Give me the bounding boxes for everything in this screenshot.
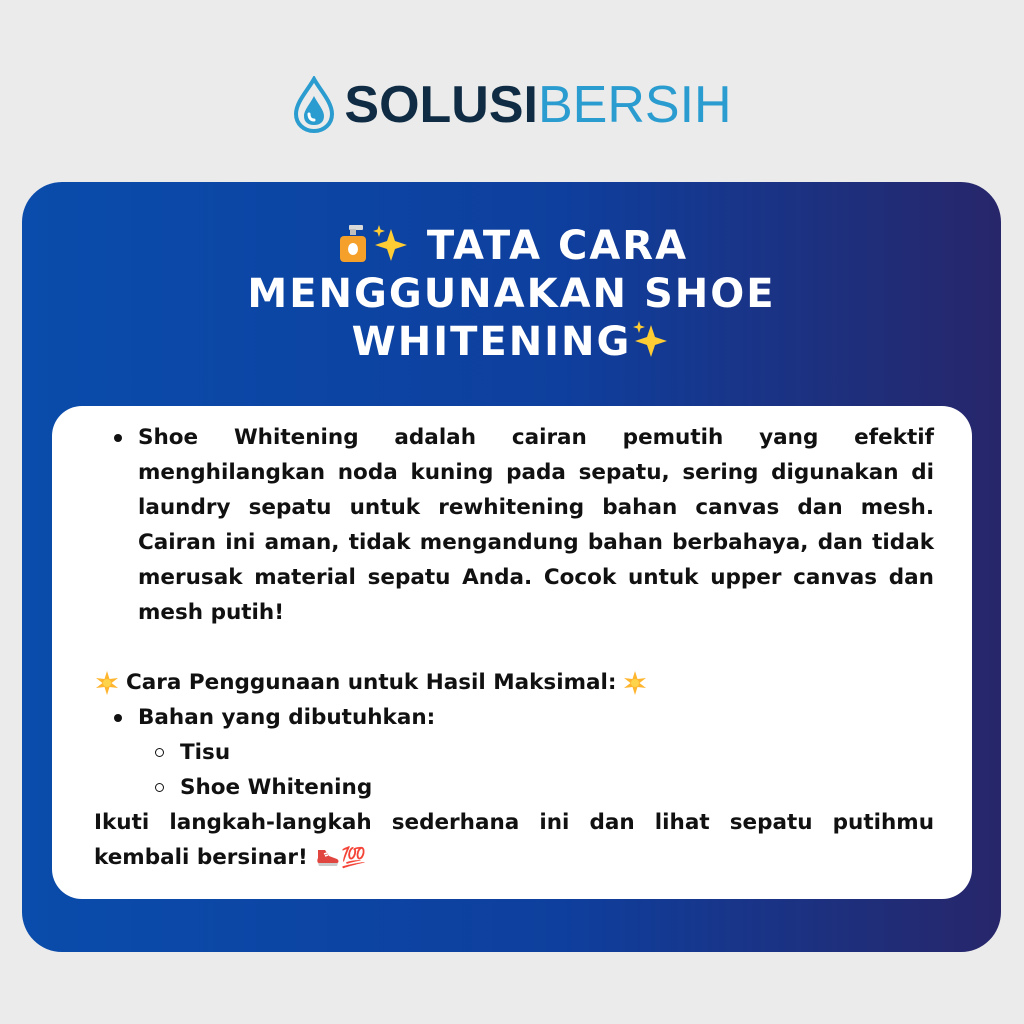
glowing-star-icon: [622, 670, 648, 696]
bullet-circle: [138, 735, 180, 770]
info-card: [22, 182, 1001, 952]
closing-text-block: [94, 805, 934, 875]
sparkles-icon: [631, 319, 671, 359]
cara-heading: Cara Penggunaan untuk Hasil Maksimal:: [126, 670, 617, 695]
title-line-1: TATA CARA: [426, 223, 689, 269]
content-panel: [52, 406, 972, 899]
bahan-heading: Bahan yang dibutuhkan:: [138, 705, 436, 730]
bullet-circle: [138, 770, 180, 805]
lotion-bottle-icon: [335, 223, 371, 263]
intro-bullet: [94, 420, 934, 630]
page-title: [22, 222, 1001, 366]
list-item: [94, 770, 934, 805]
sparkles-icon: [371, 223, 411, 263]
item-shoe-whitening: Shoe Whitening: [180, 775, 373, 800]
intro-text: Shoe Whitening adalah cairan pemutih yang efektif menghilangkan noda kuning pada sepatu, sering digunakan di laundry sepatu untuk rewhitening bahan canvas dan mesh. Cairan ini aman, tidak mengandung bahan berbahaya, dan tidak merusak material sepatu Anda. Cocok untuk upper canvas dan mesh putih!: [138, 425, 934, 625]
hundred-points-icon: 💯: [341, 845, 367, 869]
item-tisu: Tisu: [180, 740, 231, 765]
bahan-bullet: [94, 700, 934, 735]
logo-word-bersih: BERSIH: [537, 76, 732, 134]
title-line-2: MENGGUNAKAN SHOE: [247, 271, 776, 317]
logo-word-solusi: SOLUSI: [344, 76, 538, 134]
glowing-star-icon: [94, 670, 120, 696]
bullet-dot: [94, 700, 138, 735]
title-line-3: WHITENING: [351, 319, 632, 365]
brand-logo: [0, 70, 1024, 140]
closing-text: Ikuti langkah-langkah sederhana ini dan lihat sepatu putihmu kembali bersinar!: [94, 810, 934, 870]
bullet-dot: [94, 420, 138, 630]
water-drop-logo-icon: [292, 76, 336, 134]
cara-heading-row: [94, 665, 934, 700]
list-item: [94, 735, 934, 770]
sneaker-icon: [315, 846, 341, 868]
